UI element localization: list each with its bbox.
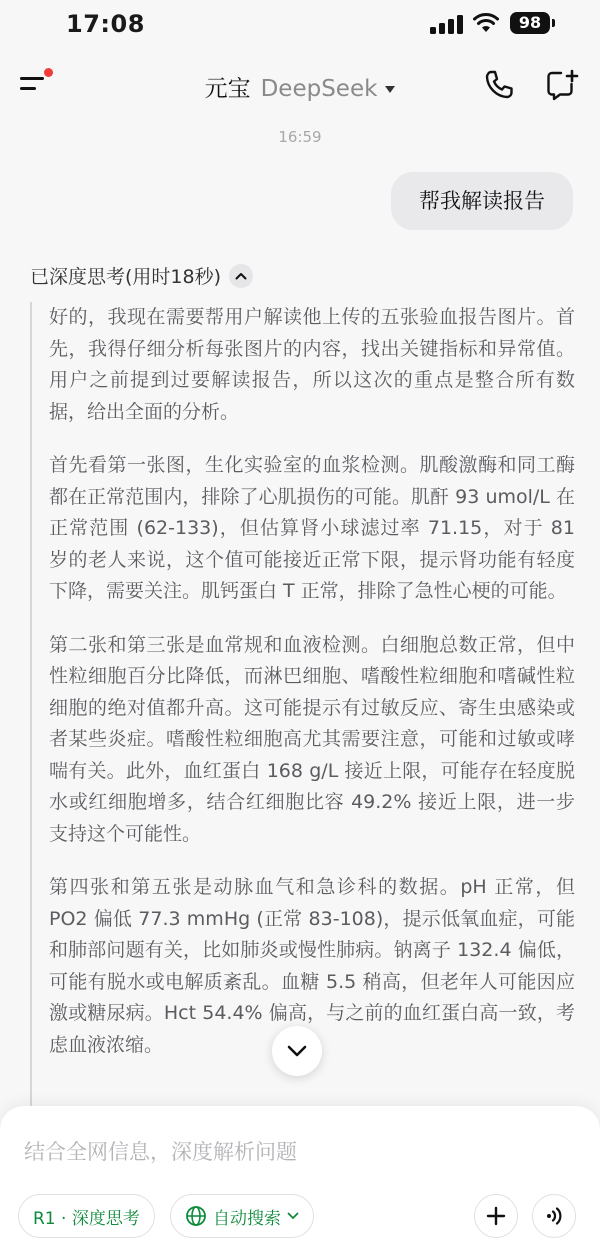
composer	[0, 1106, 600, 1251]
add-attachment-button[interactable]	[474, 1194, 518, 1238]
wifi-icon	[472, 12, 500, 38]
caret-down-icon	[385, 86, 395, 93]
battery-icon: 98	[510, 12, 550, 34]
think-header[interactable]	[30, 262, 253, 289]
auto-search-button[interactable]	[170, 1194, 314, 1238]
message-timestamp: 16:59	[278, 128, 322, 146]
thinking-content	[30, 302, 575, 1122]
auto-search-label: 自动搜索	[213, 1208, 281, 1229]
new-chat-button[interactable]	[544, 68, 580, 102]
status-time: 17:08	[66, 10, 145, 38]
think-paragraph: 首先看第一张图，生化实验室的血浆检测。肌酸激酶和同工酶都在正常范围内，排除了心肌损伤的可能。肌酐 93 umol/L 在正常范围 (62-133)，但估算肾小球滤过率 71.15，对于 81 岁的老人来说，这个值可能接近正常下限，提示肾功能有轻度下降，需要关注。肌钙蛋白 T 正常，排除了急性心梗的可能。	[49, 454, 575, 602]
deep-think-toggle[interactable]	[18, 1194, 155, 1238]
collapse-toggle[interactable]	[229, 264, 253, 288]
plus-icon	[485, 1205, 507, 1227]
globe-icon	[185, 1205, 207, 1227]
think-paragraph: 好的，我现在需要帮用户解读他上传的五张验血报告图片。首先，我得仔细分析每张图片的内容，找出关键指标和异常值。用户之前提到过要解读报告，所以这次的重点是整合所有数据，给出全面的分析。	[49, 306, 575, 423]
chevron-up-icon	[235, 272, 247, 280]
cellular-signal-icon	[430, 14, 464, 34]
message-input[interactable]: 结合全网信息，深度解析问题	[24, 1140, 297, 1164]
model-name: DeepSeek	[260, 76, 378, 102]
chevron-down-icon	[287, 1212, 299, 1220]
app-name: 元宝	[204, 76, 251, 102]
phone-icon	[482, 68, 516, 102]
deep-think-label: R1 · 深度思考	[33, 1208, 140, 1229]
voice-icon	[543, 1205, 565, 1227]
new-chat-icon	[544, 68, 580, 102]
think-header-label: 已深度思考(用时18秒)	[30, 266, 222, 288]
voice-input-button[interactable]	[532, 1194, 576, 1238]
think-paragraph: 第四张和第五张是动脉血气和急诊科的数据。pH 正常，但 PO2 偏低 77.3 mmHg (正常 83-108)，提示低氧血症，可能和肺部问题有关，比如肺炎或慢性肺病。钠离子 132.4 偏低，可能有脱水或电解质紊乱。血糖 5.5 稍高，但老年人可能因应激或糖尿病。Hct 54.4% 偏高，与之前的血红蛋白高一致，考虑血液浓缩。	[49, 876, 575, 1056]
chevron-down-icon	[287, 1045, 307, 1057]
think-paragraph: 第二张和第三张是血常规和血液检测。白细胞总数正常，但中性粒细胞百分比降低，而淋巴细胞、嗜酸性粒细胞和嗜碱性粒细胞的绝对值都升高。这可能提示有过敏反应、寄生虫感染或者某些炎症。嗜酸性粒细胞高尤其需要注意，可能和过敏或哮喘有关。此外，血红蛋白 168 g/L 接近上限，可能存在轻度脱水或红细胞增多，结合红细胞比容 49.2% 接近上限，进一步支持这个可能性。	[49, 633, 575, 845]
nav-bar	[0, 56, 600, 114]
scroll-to-bottom-button[interactable]	[272, 1026, 322, 1076]
phone-button[interactable]	[482, 68, 516, 102]
status-bar	[0, 0, 600, 52]
user-message-bubble[interactable]: 帮我解读报告	[391, 172, 573, 230]
battery-tip	[552, 19, 555, 27]
